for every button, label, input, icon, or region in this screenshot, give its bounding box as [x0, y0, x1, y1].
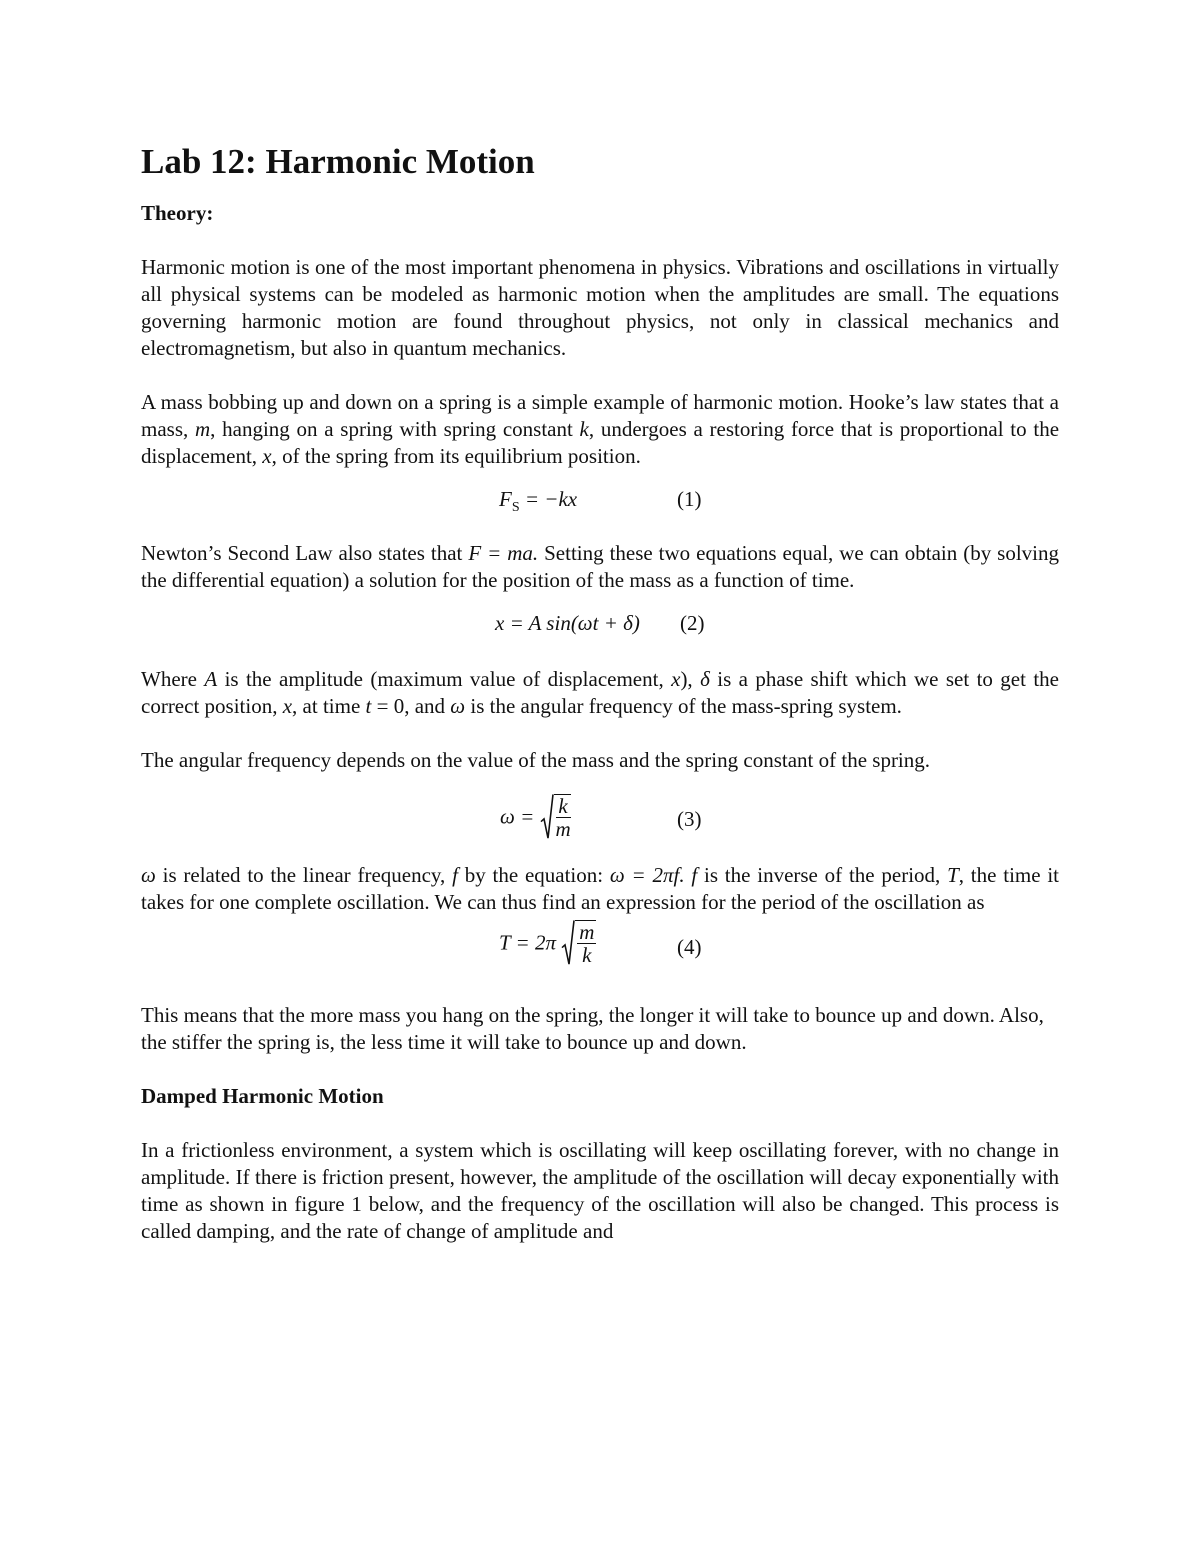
equation-4-expression: T = 2π $\frac{m}{k}$ — [499, 920, 595, 967]
intro-paragraph: Harmonic motion is one of the most important phenomena in physics. Vibrations and oscillations in virtually all physical systems can be modeled as harmonic motion when the amplitudes are small. The equations governing harmonic motion are found throughout physics, not only in classical mechanics and electromagnetism, but also in quantum mechanics. — [141, 255, 1059, 360]
theory-heading: Theory: — [141, 201, 214, 225]
equation-1-expression: $F_S = -kx$ — [499, 487, 578, 515]
equation-3 — [141, 788, 1059, 850]
damping-paragraph: In a frictionless environment, a system which is oscillating will keep oscillating forever, with no change in amplitude. If there is friction present, however, the amplitude of the oscillation will decay exponentially with time as shown in figure 1 below, and the frequency of the oscillation will also be changed. This process is called damping, and the rate of change of amplitude and — [141, 1138, 1059, 1243]
equation-3-number: (3) — [677, 807, 702, 831]
square-root: $\frac{m}{k}$ — [561, 920, 596, 966]
mass-period-paragraph: This means that the more mass you hang on the spring, the longer it will take to bounce up and down. Also, the stiffer the spring is, the less time it will take to bounce up and down. — [141, 1003, 1044, 1054]
equation-4 — [141, 916, 1059, 978]
amplitude-paragraph: Where A is the amplitude (maximum value of displacement, x), δ is a phase shift which we set to get the correct position, x, at time t = 0, and ω is the angular frequency of the mass-spring system. — [141, 667, 1059, 718]
equation-4-number: (4) — [677, 935, 702, 959]
document-page — [141, 140, 1059, 1245]
newtons-law-paragraph: Newton’s Second Law also states that F = ma. Setting these two equations equal, we can obtain (by solving the differential equation) a solution for the position of the mass as a function of time. — [141, 541, 1059, 592]
equation-2-expression: x = A sin(ωt + δ) — [495, 611, 640, 635]
linear-frequency-paragraph: ω is related to the linear frequency, f by the equation: ω = 2πf. f is the inverse of the period, T, the time it takes for one complete oscillation. We can thus find an expression for the period of the oscillation as — [141, 863, 1060, 914]
square-root: $\frac{k}{m}$ — [540, 794, 571, 840]
equation-1 — [141, 486, 1059, 526]
hookes-law-paragraph: A mass bobbing up and down on a spring is a simple example of harmonic motion. Hooke’s law states that a mass, m, hanging on a spring with spring constant k, undergoes a restoring force that is proportional to the displacement, x, of the spring from its equilibrium position. — [141, 390, 1060, 468]
page-title: Lab 12: Harmonic Motion — [141, 142, 535, 181]
equation-3-expression: ω = $\frac{k}{m}$ — [500, 794, 571, 841]
equation-2-number: (2) — [680, 611, 705, 635]
angular-frequency-paragraph: The angular frequency depends on the value of the mass and the spring constant of the spring. — [141, 748, 931, 772]
equation-1-number: (1) — [677, 487, 702, 511]
damped-heading: Damped Harmonic Motion — [141, 1084, 384, 1108]
equation-2 — [141, 610, 1059, 650]
